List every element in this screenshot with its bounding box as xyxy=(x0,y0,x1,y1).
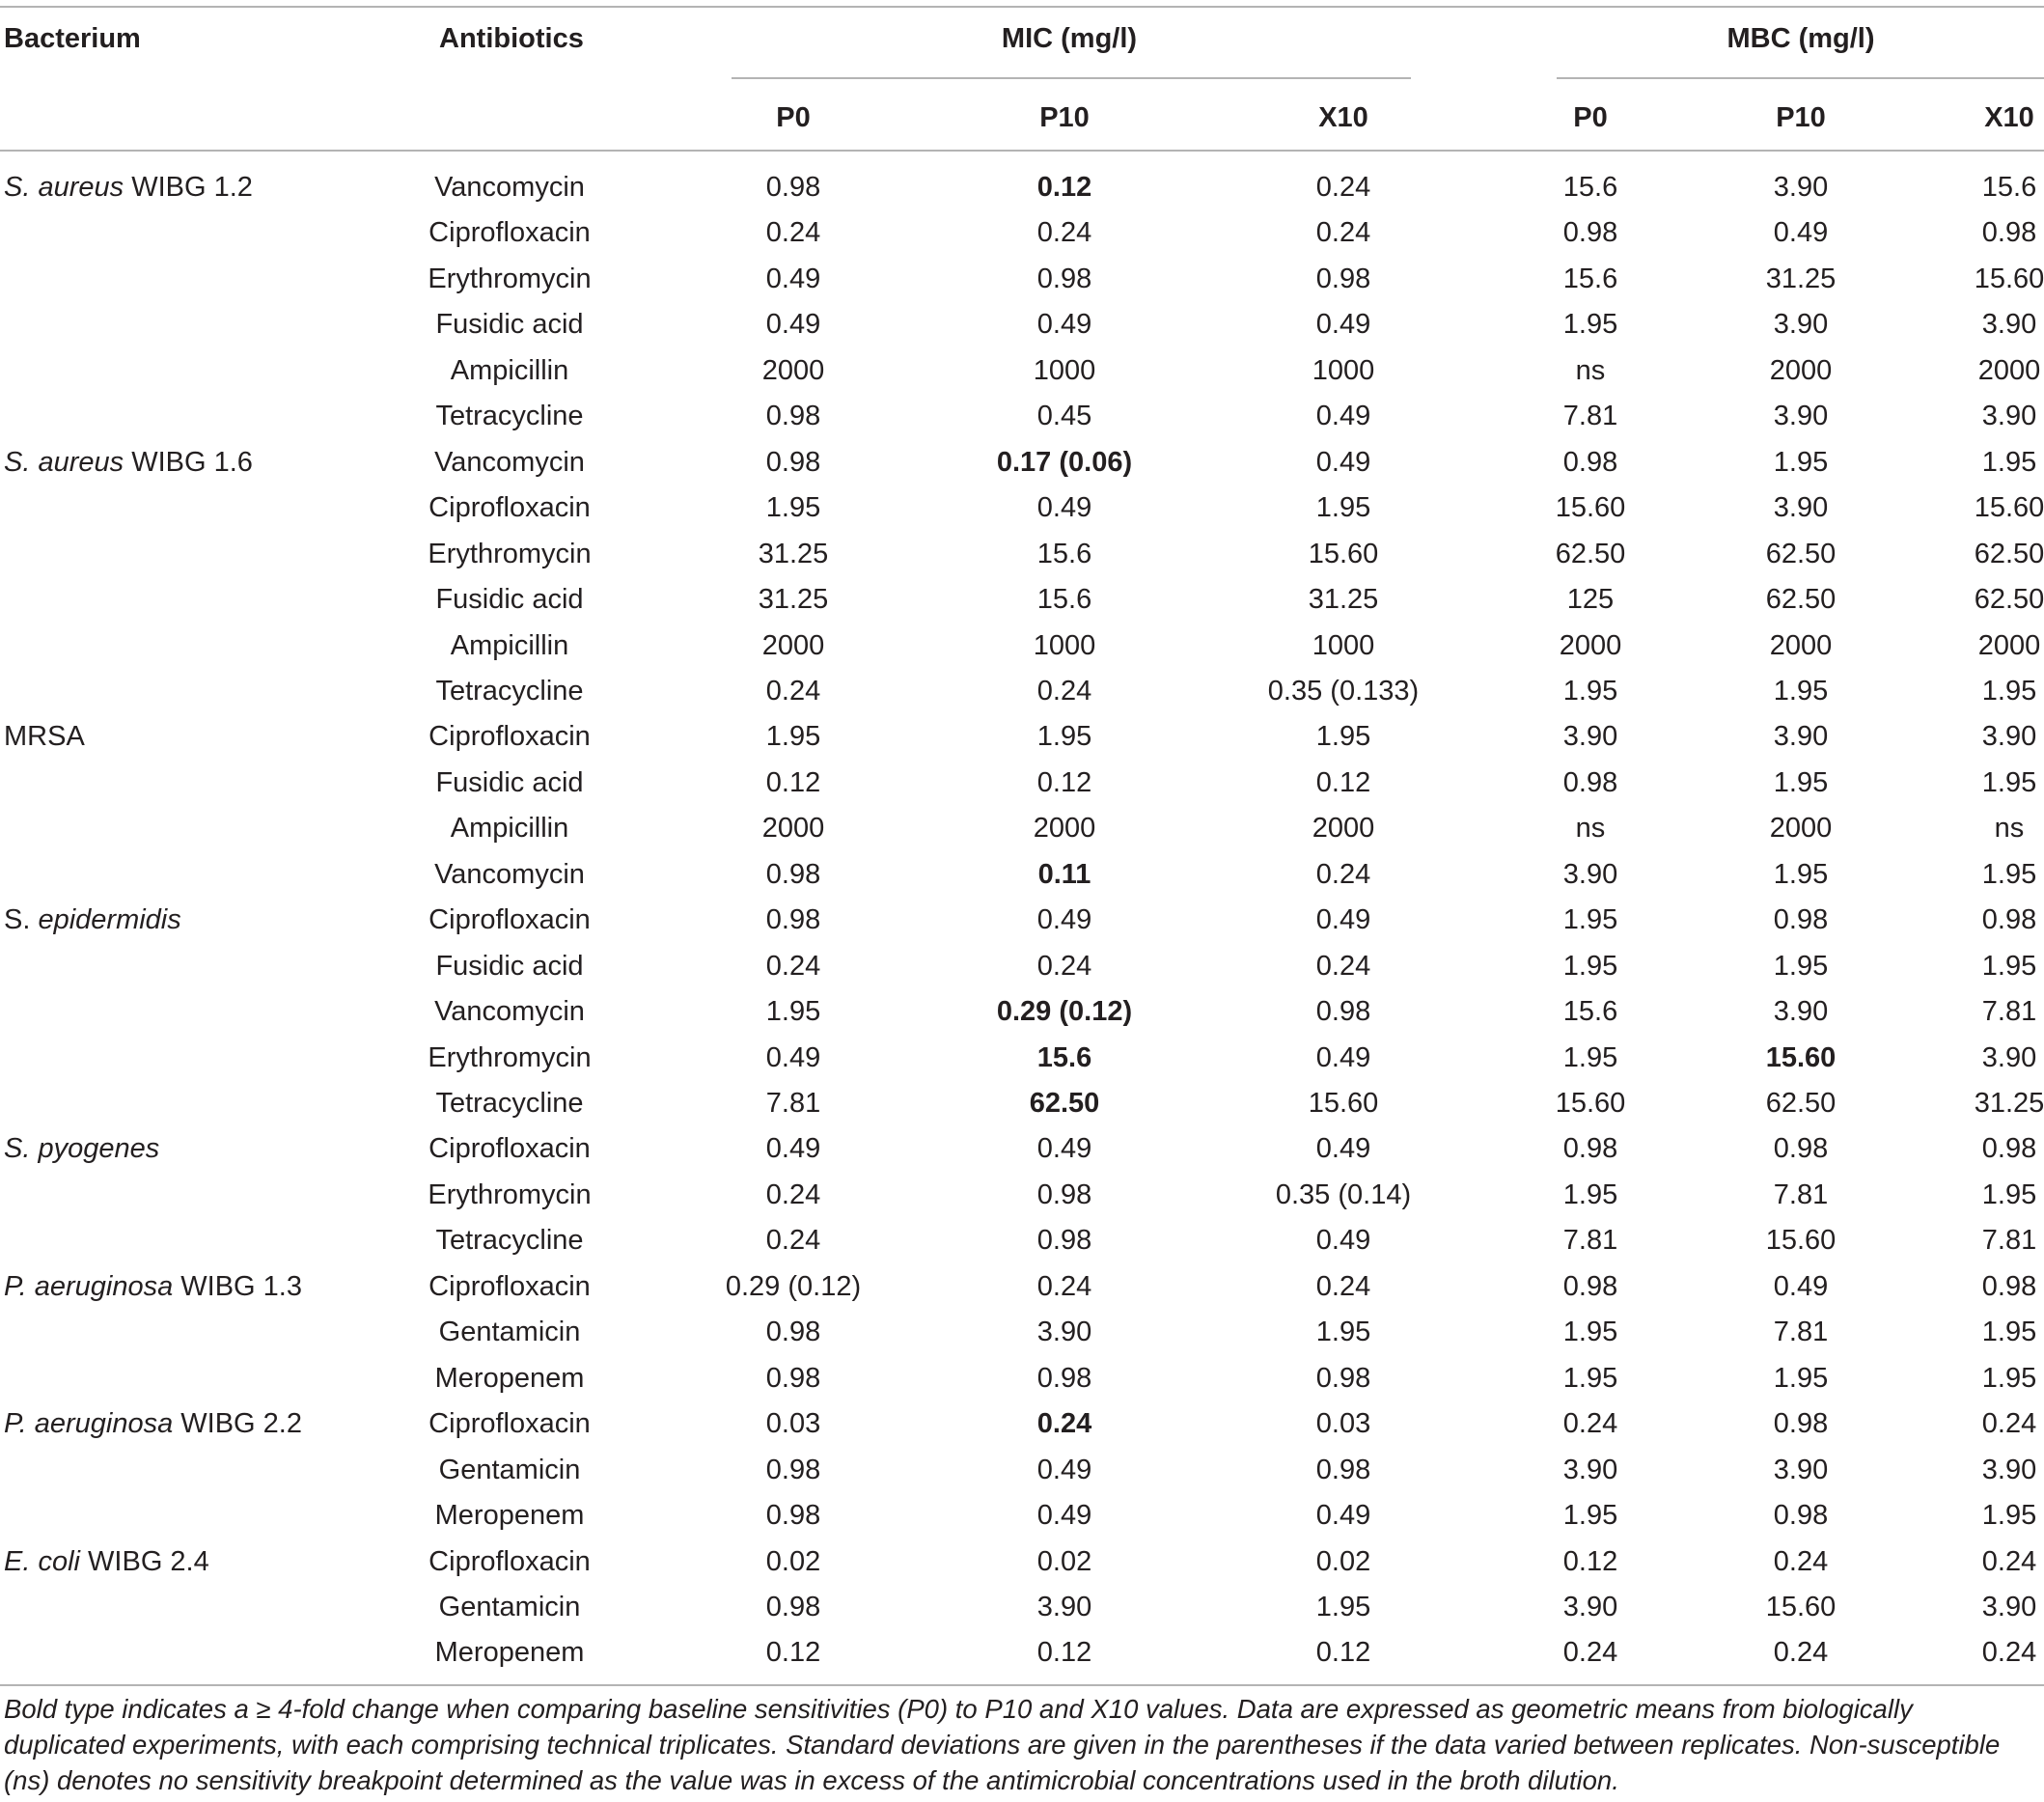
mic-p0-cell: 0.98 xyxy=(765,446,821,478)
table-bottom-rule xyxy=(0,1684,2044,1686)
mbc-x10-cell: 1.95 xyxy=(1981,858,2037,890)
mbc-p10-cell: 2000 xyxy=(1769,629,1833,661)
mic-p10-cell: 0.49 xyxy=(1036,904,1092,936)
mic-p10-cell: 0.98 xyxy=(1036,1225,1092,1257)
mic-p0-cell: 0.49 xyxy=(765,1041,821,1073)
mic-p0-cell: 1.95 xyxy=(765,721,821,753)
bacterium-cell xyxy=(4,170,253,205)
mbc-p0-cell: 0.98 xyxy=(1562,446,1618,478)
mbc-x10-cell: 2000 xyxy=(1977,354,2041,386)
mic-p0-cell: 0.98 xyxy=(765,1454,821,1485)
species-name: E. coli xyxy=(4,1545,80,1577)
antibiotic-cell: Ampicillin xyxy=(450,354,569,386)
mbc-p0-cell: 0.98 xyxy=(1562,1133,1618,1165)
mic-p0-cell: 31.25 xyxy=(758,538,829,569)
mic-p10-cell: 0.49 xyxy=(1036,492,1092,524)
mic-p0-cell: 0.03 xyxy=(765,1408,821,1440)
mbc-p10-cell: 31.25 xyxy=(1765,263,1837,294)
mbc-x10-cell: 2000 xyxy=(1977,629,2041,661)
mic-x10-cell: 0.49 xyxy=(1315,446,1371,478)
mbc-p10-cell: 0.49 xyxy=(1773,217,1829,249)
mic-p0-cell: 0.98 xyxy=(765,401,821,432)
bacterium-cell xyxy=(4,902,181,937)
mbc-p10-cell: 0.24 xyxy=(1773,1545,1829,1577)
mbc-p0-cell: 1.95 xyxy=(1562,1041,1618,1073)
mic-group-rule xyxy=(732,77,1411,79)
mic-p10-cell: 0.24 xyxy=(1036,1270,1092,1302)
mbc-p10-cell: 62.50 xyxy=(1765,538,1837,569)
mbc-p0-cell: 0.98 xyxy=(1562,1270,1618,1302)
top-rule xyxy=(0,6,2044,8)
mic-x10-cell: 0.49 xyxy=(1315,309,1371,341)
antibiotic-cell: Vancomycin xyxy=(434,996,585,1028)
mbc-p0-cell: 1.95 xyxy=(1562,675,1618,707)
mbc-x10-cell: 3.90 xyxy=(1981,401,2037,432)
mbc-p10-cell: 3.90 xyxy=(1773,996,1829,1028)
mic-p10-cell: 15.6 xyxy=(1036,538,1092,569)
mbc-p10-cell: 3.90 xyxy=(1773,401,1829,432)
mic-p10-cell: 0.11 xyxy=(1037,858,1091,890)
mbc-p10-cell: 0.98 xyxy=(1773,1500,1829,1532)
antibiotic-cell: Meropenem xyxy=(434,1362,585,1394)
mbc-p10-cell: 15.60 xyxy=(1765,1041,1837,1073)
mic-p10-cell: 0.49 xyxy=(1036,1500,1092,1532)
mic-x10-cell: 0.35 (0.14) xyxy=(1275,1178,1412,1210)
mbc-p10-cell: 1.95 xyxy=(1773,1362,1829,1394)
mic-x10-cell: 15.60 xyxy=(1308,538,1379,569)
mic-p10-cell: 0.49 xyxy=(1036,309,1092,341)
mic-p10-cell: 0.98 xyxy=(1036,1362,1092,1394)
mic-p10-cell: 0.98 xyxy=(1036,1178,1092,1210)
mic-p10-cell: 0.12 xyxy=(1036,1637,1092,1669)
mbc-p0-cell: 0.12 xyxy=(1562,1545,1618,1577)
mic-x10-cell: 0.24 xyxy=(1315,172,1371,203)
antibiotic-cell: Ciprofloxacin xyxy=(428,1408,591,1440)
mbc-x10-cell: 15.60 xyxy=(1974,263,2044,294)
mbc-x10-cell: 0.24 xyxy=(1981,1637,2037,1669)
species-name: P. aeruginosa xyxy=(4,1408,174,1440)
mbc-p0-cell: 3.90 xyxy=(1562,1591,1618,1622)
header-antibiotics: Antibiotics xyxy=(439,23,584,54)
mic-p0-cell: 0.12 xyxy=(765,1637,821,1669)
mic-x10-cell: 0.24 xyxy=(1315,950,1371,982)
mic-p10-cell: 0.12 xyxy=(1036,766,1092,798)
mbc-x10-cell: ns xyxy=(1994,813,2025,845)
mbc-p0-cell: 0.98 xyxy=(1562,766,1618,798)
mbc-p0-cell: 1.95 xyxy=(1562,950,1618,982)
strain-name: WIBG 2.4 xyxy=(79,1545,209,1577)
mic-x10-cell: 0.49 xyxy=(1315,1133,1371,1165)
mic-x10-cell: 15.60 xyxy=(1308,1088,1379,1119)
mic-p0-cell: 2000 xyxy=(761,629,825,661)
mbc-x10-cell: 31.25 xyxy=(1974,1088,2044,1119)
mbc-x10-cell: 3.90 xyxy=(1981,309,2037,341)
mbc-x10-cell: 3.90 xyxy=(1981,1591,2037,1622)
mbc-x10-cell: 3.90 xyxy=(1981,721,2037,753)
mic-p0-cell: 0.12 xyxy=(765,766,821,798)
mic-x10-cell: 1.95 xyxy=(1315,1591,1371,1622)
mic-p0-cell: 0.98 xyxy=(765,1591,821,1622)
mbc-p10-cell: 3.90 xyxy=(1773,1454,1829,1485)
mbc-x10-cell: 0.24 xyxy=(1981,1545,2037,1577)
species-name: P. aeruginosa xyxy=(4,1270,174,1302)
mbc-p10-cell: 7.81 xyxy=(1773,1317,1829,1348)
mic-x10-cell: 0.24 xyxy=(1315,858,1371,890)
mic-x10-cell: 1.95 xyxy=(1315,492,1371,524)
mbc-p0-cell: 1.95 xyxy=(1562,1362,1618,1394)
strain-name: WIBG 1.6 xyxy=(124,446,253,478)
strain-name: MRSA xyxy=(4,721,85,753)
mbc-x10-cell: 7.81 xyxy=(1981,1225,2037,1257)
mic-p10-cell: 0.29 (0.12) xyxy=(996,996,1133,1028)
mic-p0-cell: 0.98 xyxy=(765,172,821,203)
mic-p10-cell: 0.17 (0.06) xyxy=(996,446,1133,478)
mbc-p0-cell: 15.60 xyxy=(1555,1088,1626,1119)
mic-x10-cell: 1.95 xyxy=(1315,1317,1371,1348)
mic-p10-cell: 0.02 xyxy=(1036,1545,1092,1577)
mbc-p10-cell: 0.98 xyxy=(1773,1408,1829,1440)
mic-p0-cell: 0.98 xyxy=(765,1317,821,1348)
strain-name: WIBG 2.2 xyxy=(173,1408,302,1440)
mbc-x10-cell: 0.98 xyxy=(1981,217,2037,249)
antibiotic-cell: Tetracycline xyxy=(435,675,584,707)
mic-x10-cell: 0.98 xyxy=(1315,263,1371,294)
mic-x10-cell: 0.98 xyxy=(1315,996,1371,1028)
mbc-group-rule xyxy=(1557,77,2044,79)
mbc-p0-cell: 7.81 xyxy=(1562,401,1618,432)
mbc-p10-cell: 2000 xyxy=(1769,354,1833,386)
mic-p0-cell: 0.98 xyxy=(765,904,821,936)
antibiotic-cell: Vancomycin xyxy=(434,172,585,203)
mbc-p10-cell: 3.90 xyxy=(1773,721,1829,753)
species-name: S. aureus xyxy=(4,172,124,203)
mic-p10-cell: 0.24 xyxy=(1036,217,1092,249)
mic-x10-cell: 0.03 xyxy=(1315,1408,1371,1440)
subheader-mic-p0: P0 xyxy=(776,102,811,133)
antibiotic-cell: Fusidic acid xyxy=(435,584,584,616)
mbc-x10-cell: 7.81 xyxy=(1981,996,2037,1028)
mic-p10-cell: 15.6 xyxy=(1036,1041,1092,1073)
antibiotic-cell: Ciprofloxacin xyxy=(428,1270,591,1302)
subheader-mic-x10: X10 xyxy=(1318,102,1368,133)
antibiotic-cell: Erythromycin xyxy=(428,263,592,294)
mbc-p0-cell: 62.50 xyxy=(1555,538,1626,569)
mbc-p10-cell: 7.81 xyxy=(1773,1178,1829,1210)
mbc-p0-cell: 7.81 xyxy=(1562,1225,1618,1257)
mic-p10-cell: 0.12 xyxy=(1036,172,1092,203)
antibiotic-cell: Vancomycin xyxy=(434,446,585,478)
bacterium-cell xyxy=(4,445,253,480)
antibiotic-cell: Ciprofloxacin xyxy=(428,492,591,524)
bacterium-cell xyxy=(4,1544,209,1579)
mbc-x10-cell: 3.90 xyxy=(1981,1454,2037,1485)
species-name: epidermidis xyxy=(38,904,181,936)
mbc-p0-cell: 1.95 xyxy=(1562,1500,1618,1532)
mic-p10-cell: 0.24 xyxy=(1036,1408,1092,1440)
mic-p0-cell: 0.24 xyxy=(765,950,821,982)
mic-x10-cell: 0.49 xyxy=(1315,1225,1371,1257)
mic-p10-cell: 62.50 xyxy=(1029,1088,1100,1119)
mic-p0-cell: 0.29 (0.12) xyxy=(725,1270,862,1302)
mic-p10-cell: 1000 xyxy=(1033,354,1096,386)
antibiotic-cell: Ciprofloxacin xyxy=(428,721,591,753)
table-footnote: Bold type indicates a ≥ 4-fold change when comparing baseline sensitivities (P0) to P10 and X10 values. Data are expressed as geometric means from biologically duplicated experiments, with each comprising technical triplicates. Standard deviations are given in the parentheses if the data varied between replicates. Non-susceptible (ns) denotes no sensitivity breakpoint determined as the value was in excess of the antimicrobial concentrations used in the broth dilution. xyxy=(4,1694,2001,1795)
mic-x10-cell: 1000 xyxy=(1312,354,1375,386)
mbc-x10-cell: 0.98 xyxy=(1981,1270,2037,1302)
mic-p0-cell: 31.25 xyxy=(758,584,829,616)
mic-p0-cell: 0.24 xyxy=(765,1178,821,1210)
mbc-x10-cell: 1.95 xyxy=(1981,675,2037,707)
header-bacterium: Bacterium xyxy=(4,23,141,54)
mic-p10-cell: 3.90 xyxy=(1036,1317,1092,1348)
mbc-p0-cell: 1.95 xyxy=(1562,1317,1618,1348)
mbc-p0-cell: 15.60 xyxy=(1555,492,1626,524)
mbc-p10-cell: 3.90 xyxy=(1773,492,1829,524)
mic-x10-cell: 0.98 xyxy=(1315,1454,1371,1485)
mic-p10-cell: 0.49 xyxy=(1036,1133,1092,1165)
mic-p10-cell: 2000 xyxy=(1033,813,1096,845)
mbc-p0-cell: 0.24 xyxy=(1562,1637,1618,1669)
antibiotic-cell: Tetracycline xyxy=(435,401,584,432)
mic-p0-cell: 0.98 xyxy=(765,1500,821,1532)
mic-p0-cell: 0.49 xyxy=(765,263,821,294)
mbc-p0-cell: 125 xyxy=(1566,584,1615,616)
mbc-x10-cell: 0.98 xyxy=(1981,904,2037,936)
mic-x10-cell: 1000 xyxy=(1312,629,1375,661)
mic-p0-cell: 0.24 xyxy=(765,1225,821,1257)
mic-p10-cell: 1000 xyxy=(1033,629,1096,661)
bacterium-cell xyxy=(4,1269,302,1304)
mbc-x10-cell: 1.95 xyxy=(1981,1317,2037,1348)
header-bottom-rule xyxy=(0,150,2044,152)
mic-p0-cell: 2000 xyxy=(761,813,825,845)
mbc-p0-cell: 0.98 xyxy=(1562,217,1618,249)
antibiotic-cell: Erythromycin xyxy=(428,1178,592,1210)
mbc-p10-cell: 3.90 xyxy=(1773,309,1829,341)
mic-p0-cell: 0.24 xyxy=(765,675,821,707)
mic-x10-cell: 0.24 xyxy=(1315,1270,1371,1302)
antibiotic-cell: Ampicillin xyxy=(450,629,569,661)
mbc-p0-cell: 0.24 xyxy=(1562,1408,1618,1440)
mbc-p10-cell: 0.49 xyxy=(1773,1270,1829,1302)
antibiotic-cell: Meropenem xyxy=(434,1500,585,1532)
mbc-x10-cell: 15.6 xyxy=(1981,172,2037,203)
mbc-x10-cell: 0.24 xyxy=(1981,1408,2037,1440)
bacterium-cell xyxy=(4,1406,302,1441)
antibiotic-cell: Tetracycline xyxy=(435,1088,584,1119)
strain-name: WIBG 1.3 xyxy=(173,1270,302,1302)
antibiotic-cell: Fusidic acid xyxy=(435,766,584,798)
mic-p10-cell: 0.49 xyxy=(1036,1454,1092,1485)
antibiotic-cell: Meropenem xyxy=(434,1637,585,1669)
mic-p10-cell: 1.95 xyxy=(1036,721,1092,753)
antibiotic-cell: Gentamicin xyxy=(438,1454,581,1485)
mbc-p10-cell: 3.90 xyxy=(1773,172,1829,203)
mbc-x10-cell: 1.95 xyxy=(1981,950,2037,982)
mic-x10-cell: 0.49 xyxy=(1315,401,1371,432)
mic-p0-cell: 1.95 xyxy=(765,996,821,1028)
mic-p0-cell: 0.49 xyxy=(765,309,821,341)
mic-p10-cell: 0.24 xyxy=(1036,950,1092,982)
header-mic-group: MIC (mg/l) xyxy=(1001,23,1138,54)
mic-x10-cell: 0.49 xyxy=(1315,1041,1371,1073)
subheader-mic-p10: P10 xyxy=(1039,102,1090,133)
species-name: S. aureus xyxy=(4,446,124,478)
mic-x10-cell: 0.49 xyxy=(1315,1500,1371,1532)
antibiotic-cell: Ciprofloxacin xyxy=(428,1133,591,1165)
antibiotic-cell: Fusidic acid xyxy=(435,950,584,982)
mbc-p10-cell: 1.95 xyxy=(1773,675,1829,707)
antibiotic-cell: Vancomycin xyxy=(434,858,585,890)
mic-p0-cell: 0.24 xyxy=(765,217,821,249)
mbc-p10-cell: 62.50 xyxy=(1765,1088,1837,1119)
mic-p10-cell: 0.98 xyxy=(1036,263,1092,294)
mic-x10-cell: 0.02 xyxy=(1315,1545,1371,1577)
mbc-p0-cell: 15.6 xyxy=(1562,172,1618,203)
mbc-p0-cell: 1.95 xyxy=(1562,1178,1618,1210)
bacterium-cell xyxy=(4,1131,159,1166)
mic-x10-cell: 0.12 xyxy=(1315,1637,1371,1669)
subheader-mbc-p0: P0 xyxy=(1573,102,1608,133)
mbc-p10-cell: 0.24 xyxy=(1773,1637,1829,1669)
mbc-x10-cell: 1.95 xyxy=(1981,1362,2037,1394)
mbc-x10-cell: 3.90 xyxy=(1981,1041,2037,1073)
mic-p10-cell: 0.45 xyxy=(1036,401,1092,432)
antibiotic-cell: Ciprofloxacin xyxy=(428,1545,591,1577)
antibiotic-cell: Ciprofloxacin xyxy=(428,217,591,249)
mic-p0-cell: 0.49 xyxy=(765,1133,821,1165)
mbc-p0-cell: 1.95 xyxy=(1562,904,1618,936)
mbc-p10-cell: 1.95 xyxy=(1773,858,1829,890)
mbc-p10-cell: 0.98 xyxy=(1773,1133,1829,1165)
mic-p0-cell: 1.95 xyxy=(765,492,821,524)
mbc-p0-cell: 15.6 xyxy=(1562,263,1618,294)
subheader-mbc-x10: X10 xyxy=(1984,102,2034,133)
mbc-x10-cell: 62.50 xyxy=(1974,538,2044,569)
mbc-p0-cell: 1.95 xyxy=(1562,309,1618,341)
header-mbc-group: MBC (mg/l) xyxy=(1726,23,1875,54)
mbc-p10-cell: 1.95 xyxy=(1773,766,1829,798)
mic-x10-cell: 0.49 xyxy=(1315,904,1371,936)
mbc-p0-cell: 2000 xyxy=(1559,629,1622,661)
subheader-mbc-p10: P10 xyxy=(1776,102,1826,133)
mbc-p0-cell: 15.6 xyxy=(1562,996,1618,1028)
mic-x10-cell: 1.95 xyxy=(1315,721,1371,753)
mbc-x10-cell: 1.95 xyxy=(1981,1500,2037,1532)
mic-p0-cell: 0.98 xyxy=(765,858,821,890)
antibiotic-cell: Fusidic acid xyxy=(435,309,584,341)
mic-p10-cell: 0.24 xyxy=(1036,675,1092,707)
mbc-p10-cell: 1.95 xyxy=(1773,446,1829,478)
antibiotic-cell: Erythromycin xyxy=(428,538,592,569)
antibiotic-cell: Ampicillin xyxy=(450,813,569,845)
mbc-p10-cell: 2000 xyxy=(1769,813,1833,845)
mic-x10-cell: 0.24 xyxy=(1315,217,1371,249)
antibiotic-cell: Tetracycline xyxy=(435,1225,584,1257)
mic-p0-cell: 0.98 xyxy=(765,1362,821,1394)
strain-name: S. xyxy=(4,904,39,936)
strain-name: WIBG 1.2 xyxy=(124,172,253,203)
mbc-p10-cell: 1.95 xyxy=(1773,950,1829,982)
mic-p0-cell: 0.02 xyxy=(765,1545,821,1577)
mbc-x10-cell: 0.98 xyxy=(1981,1133,2037,1165)
mbc-x10-cell: 1.95 xyxy=(1981,766,2037,798)
antibiotic-cell: Gentamicin xyxy=(438,1317,581,1348)
mic-x10-cell: 0.98 xyxy=(1315,1362,1371,1394)
mic-x10-cell: 31.25 xyxy=(1308,584,1379,616)
mbc-p10-cell: 62.50 xyxy=(1765,584,1837,616)
mic-x10-cell: 0.35 (0.133) xyxy=(1267,675,1420,707)
mbc-p0-cell: 3.90 xyxy=(1562,721,1618,753)
bacterium-cell xyxy=(4,719,85,754)
mbc-p10-cell: 15.60 xyxy=(1765,1591,1837,1622)
mbc-p10-cell: 15.60 xyxy=(1765,1225,1837,1257)
mic-x10-cell: 2000 xyxy=(1312,813,1375,845)
mbc-p0-cell: 3.90 xyxy=(1562,1454,1618,1485)
mic-p10-cell: 15.6 xyxy=(1036,584,1092,616)
mbc-p0-cell: ns xyxy=(1575,354,1606,386)
mic-x10-cell: 0.12 xyxy=(1315,766,1371,798)
mbc-p0-cell: 3.90 xyxy=(1562,858,1618,890)
mbc-x10-cell: 15.60 xyxy=(1974,492,2044,524)
mbc-x10-cell: 1.95 xyxy=(1981,446,2037,478)
mic-p0-cell: 2000 xyxy=(761,354,825,386)
mbc-p0-cell: ns xyxy=(1575,813,1606,845)
antibiotic-cell: Erythromycin xyxy=(428,1041,592,1073)
mic-p10-cell: 3.90 xyxy=(1036,1591,1092,1622)
mic-p0-cell: 7.81 xyxy=(765,1088,821,1119)
mbc-p10-cell: 0.98 xyxy=(1773,904,1829,936)
mbc-x10-cell: 62.50 xyxy=(1974,584,2044,616)
antibiotic-cell: Ciprofloxacin xyxy=(428,904,591,936)
antibiotic-cell: Gentamicin xyxy=(438,1591,581,1622)
species-name: S. pyogenes xyxy=(4,1133,160,1165)
mbc-x10-cell: 1.95 xyxy=(1981,1178,2037,1210)
